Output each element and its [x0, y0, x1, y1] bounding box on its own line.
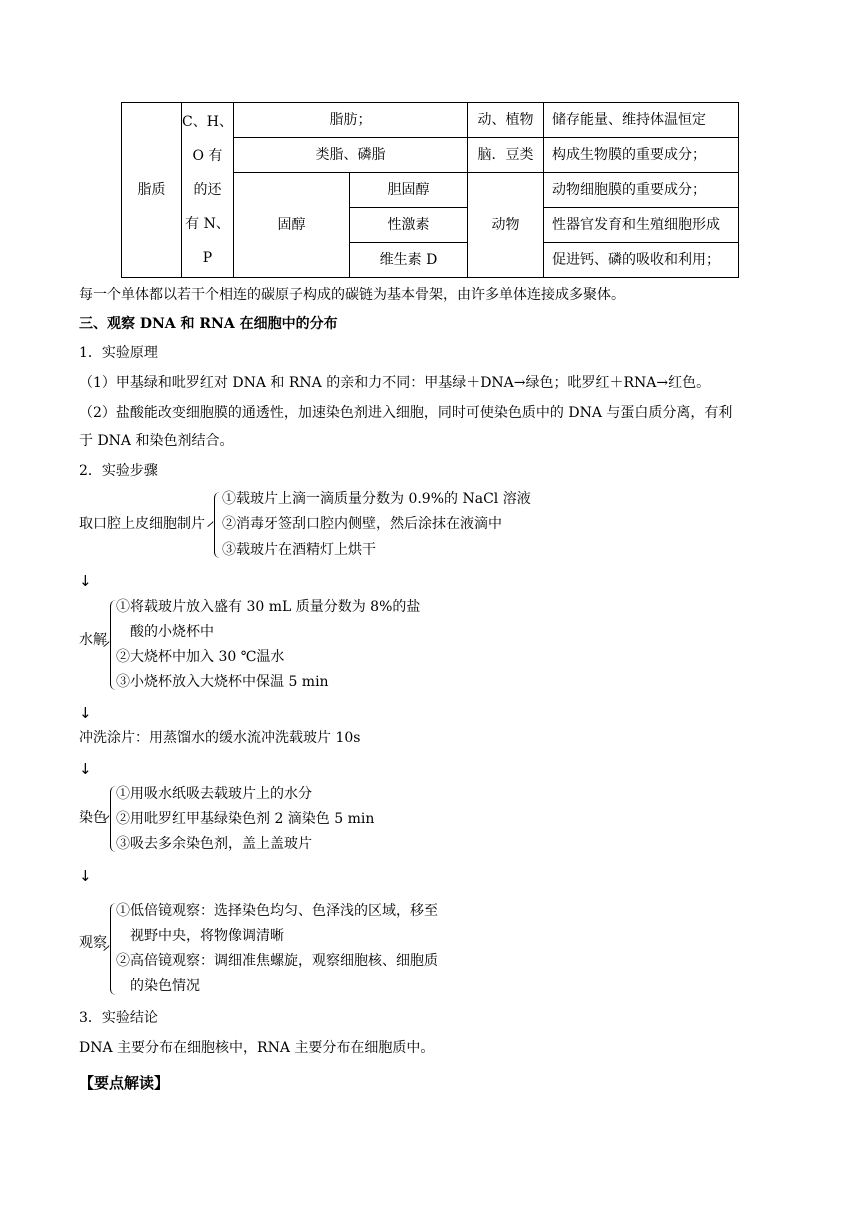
step1-label: 取口腔上皮细胞制片 [79, 516, 205, 532]
step4-item-3: ③吸去多余染色剂，盖上盖玻片 [116, 836, 312, 852]
step5-item-2: ②高倍镜观察：调细准焦螺旋，观察细胞核、细胞质 [116, 953, 438, 969]
principle-p2-line2: 于 DNA 和染色剂结合。 [79, 433, 234, 449]
step5-item-1-cont: 视野中央，将物像调清晰 [130, 928, 284, 944]
vitamin-d-name: 维生素 D [350, 243, 468, 278]
sex-hormone-name: 性激素 [350, 208, 468, 243]
step2-item-2: ②大烧杯中加入 30 ℃温水 [116, 649, 285, 665]
step4-item-2: ②用吡罗红甲基绿染色剂 2 滴染色 5 min [116, 811, 375, 827]
step1-item-2: ②消毒牙签刮口腔内侧壁，然后涂抹在液滴中 [222, 516, 502, 532]
step5-label: 观察 [79, 935, 107, 951]
step2-item-1: ①将载玻片放入盛有 30 mL 质量分数为 8%的盐 [116, 599, 421, 615]
sterol-name: 固醇 [234, 173, 350, 278]
fat-source: 动、植物 [468, 103, 544, 138]
conclusion-heading: 3．实验结论 [79, 1010, 158, 1026]
key-points-heading: 【要点解读】 [79, 1074, 170, 1092]
step2-label: 水解 [79, 632, 107, 648]
section-title: 三、观察 DNA 和 RNA 在细胞中的分布 [79, 316, 338, 332]
lipid-table [121, 102, 739, 278]
step2-item-3: ③小烧杯放入大烧杯中保温 5 min [116, 674, 329, 690]
lipoid-source: 脑．豆类 [468, 138, 544, 173]
arrow-1: ↓ [79, 572, 92, 590]
cholesterol-name: 胆固醇 [350, 173, 468, 208]
step3-text: 冲洗涂片：用蒸馏水的缓水流冲洗载玻片 10s [79, 730, 361, 746]
vitamin-d-function: 促进钙、磷的吸收和利用； [544, 243, 739, 278]
conclusion-text: DNA 主要分布在细胞核中，RNA 主要分布在细胞质中。 [79, 1040, 435, 1056]
lipoid-name: 类脂、磷脂 [234, 138, 468, 173]
steps-heading: 2．实验步骤 [79, 463, 158, 479]
principle-p2-line1: （2）盐酸能改变细胞膜的通透性，加速染色剂进入细胞，同时可使染色质中的 DNA 与蛋白质分离，有利 [79, 405, 733, 421]
step5-item-1: ①低倍镜观察：选择染色均匀、色泽浅的区域，移至 [116, 903, 438, 919]
fat-name: 脂肪； [234, 103, 468, 138]
category-cell: 脂质 [122, 103, 182, 278]
step4-label: 染色 [79, 810, 107, 826]
arrow-3: ↓ [79, 760, 92, 778]
lipoid-function: 构成生物膜的重要成分； [544, 138, 739, 173]
sterol-source: 动物 [468, 173, 544, 278]
arrow-4: ↓ [79, 867, 92, 885]
cholesterol-function: 动物细胞膜的重要成分； [544, 173, 739, 208]
step1-item-1: ①载玻片上滴一滴质量分数为 0.9%的 NaCl 溶液 [222, 491, 531, 507]
fat-function: 储存能量、维持体温恒定 [544, 103, 739, 138]
step1-brace [214, 492, 221, 558]
principle-heading: 1．实验原理 [79, 345, 158, 361]
monomer-note: 每一个单体都以若干个相连的碳原子构成的碳链为基本骨架，由许多单体连接成多聚体。 [79, 287, 625, 303]
elements-cell: C、H、 O 有 的还 有 N、 P [182, 103, 234, 278]
sex-hormone-function: 性器官发育和生殖细胞形成 [544, 208, 739, 243]
arrow-2: ↓ [79, 704, 92, 722]
step1-item-3: ③载玻片在酒精灯上烘干 [222, 542, 376, 558]
step4-item-1: ①用吸水纸吸去载玻片上的水分 [116, 786, 312, 802]
step5-item-2-cont: 的染色情况 [130, 978, 200, 994]
principle-p1: （1）甲基绿和吡罗红对 DNA 和 RNA 的亲和力不同：甲基绿＋DNA→绿色；吡罗红＋RNA→红色。 [79, 375, 711, 391]
step2-item-1-cont: 酸的小烧杯中 [130, 624, 214, 640]
